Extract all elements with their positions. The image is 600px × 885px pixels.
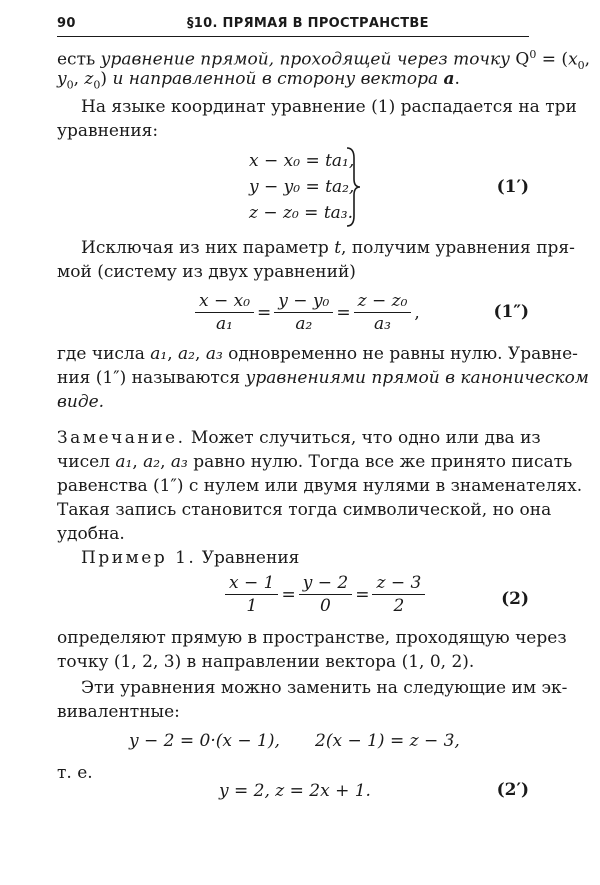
example-fraction-z: $\frac{z - 3}{2}$ [372, 572, 425, 617]
remark-label: Замечание. [57, 428, 186, 448]
equiv-equation-2: 2(x − 1) = z − 3, [315, 731, 460, 751]
that-is: т. е. [57, 763, 93, 783]
equation-tag-2prime: (2′) [496, 780, 529, 800]
remark-line-4: Такая запись становится тогда символической, но она [57, 500, 552, 520]
example-heading: Пример 1. Уравнения [81, 548, 300, 568]
example-fraction-y: $\frac{y - 2}{0}$ [299, 572, 352, 617]
example-fraction-x: $\frac{x - 1}{1}$ [225, 572, 278, 617]
right-brace [344, 146, 364, 228]
remark-line-2: чисел a₁, a₂, a₃ равно нулю. Тогда все же принято писать [57, 452, 573, 472]
fraction-x: $\frac{\text{x − x₀}}{\text{a₁}}$ [195, 290, 254, 335]
p5-line-2: вивалентные: [57, 702, 180, 722]
final-equation: y = 2, z = 2x + 1. [219, 781, 371, 801]
p1-line-2: $y_0$, $z_0$) и направленной в сторону вектора a. [57, 69, 460, 92]
equation-tag-1prime: (1′) [496, 177, 529, 197]
p4-line-2: ния (1″) называются уравнениями прямой в каноническом [57, 368, 589, 388]
system-eq-2: y − y₀ = ta₂, [249, 177, 355, 197]
section-title: §10. ПРЯМАЯ В ПРОСТРАНСТВЕ [187, 16, 429, 31]
example-after-line-1: определяют прямую в пространстве, проходящую через [57, 628, 567, 648]
book-page [57, 0, 591, 885]
remark-line-5: удобна. [57, 524, 125, 544]
p3-line-1: Исключая из них параметр t, получим уравнения пря- [81, 238, 575, 258]
p2-line-2: уравнения: [57, 121, 159, 141]
p1-line-1: есть уравнение прямой, проходящей через точку $Q^0 = (x_0$, [57, 48, 591, 73]
p3-line-2: мой (систему из двух уравнений) [57, 262, 356, 282]
page-number: 90 [57, 16, 76, 31]
system-eq-1: x − x₀ = ta₁, [249, 151, 355, 171]
p5-line-1: Эти уравнения можно заменить на следующие им эк- [81, 678, 568, 698]
example-after-line-2: точку (1, 2, 3) в направлении вектора (1, 0, 2). [57, 652, 475, 672]
equation-tag-1doubleprime: (1″) [493, 302, 529, 322]
remark-line-3: равенства (1″) с нулем или двумя нулями в знаменателях. [57, 476, 583, 496]
example-label: Пример 1. [81, 548, 197, 568]
p4-line-1: где числа a₁, a₂, a₃ одновременно не равны нулю. Уравне- [57, 344, 578, 364]
p4-line-3: виде. [57, 392, 105, 412]
equiv-equation-1: y − 2 = 0·(x − 1), [129, 731, 280, 751]
fraction-z: $\frac{\text{z − z₀}}{\text{a₃}}$ [354, 290, 412, 335]
remark-line-1: Замечание. Может случиться, что одно или два из [57, 428, 541, 448]
example-equation: $\frac{x - 1}{1}$ = $\frac{y - 2}{0}$ = $\frac{z - 3}{2}$ [225, 572, 425, 617]
equation-tag-2: (2) [501, 589, 529, 609]
fraction-y: $\frac{\text{y − y₀}}{\text{a₂}}$ [274, 290, 333, 335]
p2-line-1: На языке координат уравнение (1) распадается на три [81, 97, 577, 117]
running-header [57, 14, 529, 37]
canonical-equation: $\frac{\text{x − x₀}}{\text{a₁}}$ = $\frac{\text{y − y₀}}{\text{a₂}}$ = $\frac{\text{z − z₀}}{\text{a₃}}$ , [195, 290, 423, 335]
system-eq-3: z − z₀ = ta₃. [249, 203, 354, 223]
